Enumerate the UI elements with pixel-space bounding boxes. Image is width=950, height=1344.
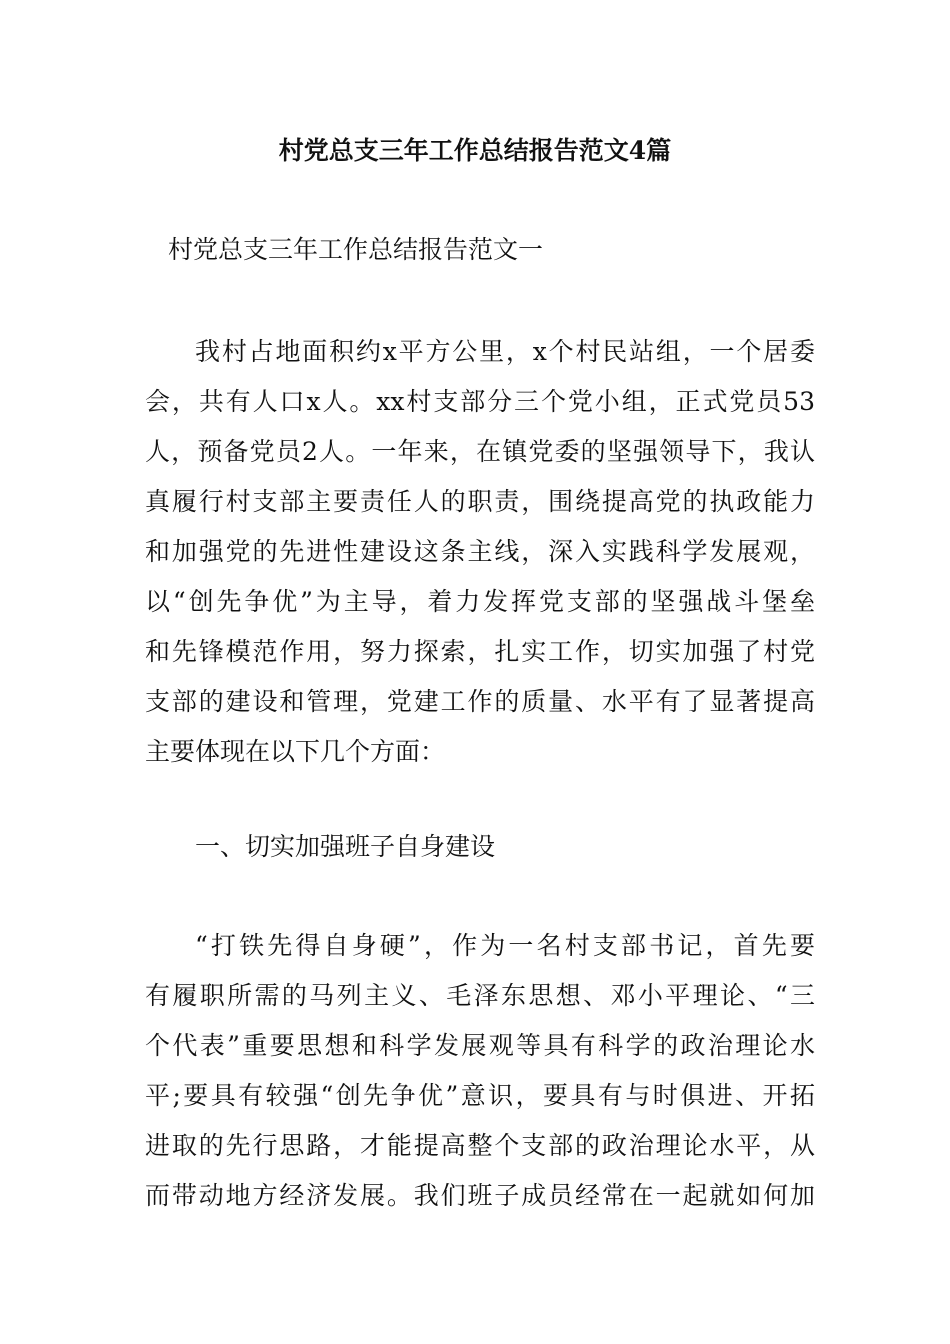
document-title: 村党总支三年工作总结报告范文4篇: [278, 136, 672, 165]
paragraph-line: 和加强党的先进性建设这条主线，深入实践科学发展观，: [145, 537, 815, 566]
paragraph-line: 我村占地面积约x平方公里，x个村民站组，一个居委: [195, 337, 815, 366]
paragraph-line: 有履职所需的马列主义、毛泽东思想、邓小平理论、“三: [145, 981, 815, 1010]
paragraph-intro: [145, 327, 815, 777]
article-subtitle: 村党总支三年工作总结报告范文一: [168, 235, 544, 264]
paragraph-line: 人，预备党员2人。一年来，在镇党委的坚强领导下，我认: [145, 437, 815, 466]
paragraph-line: 真履行村支部主要责任人的职责，围绕提高党的执政能力: [145, 487, 815, 516]
paragraph-line: 进取的先行思路，才能提高整个支部的政治理论水平，从: [145, 1131, 815, 1160]
paragraph-line: 支部的建设和管理，党建工作的质量、水平有了显著提高: [145, 687, 815, 716]
paragraph-line: 平;要具有较强“创先争优”意识，要具有与时俱进、开拓: [145, 1081, 815, 1110]
paragraph-line: 个代表”重要思想和科学发展观等具有科学的政治理论水: [145, 1031, 815, 1060]
paragraph-line: “打铁先得自身硬”，作为一名村支部书记，首先要: [195, 931, 815, 960]
paragraph-line: 和先锋模范作用，努力探索，扎实工作，切实加强了村党: [145, 637, 815, 666]
paragraph-line: 主要体现在以下几个方面：: [145, 737, 446, 766]
paragraph-section1: [145, 921, 815, 1221]
paragraph-line: 会，共有人口x人。xx村支部分三个党小组，正式党员53: [145, 387, 815, 416]
section-heading: 一、切实加强班子自身建设: [195, 832, 496, 861]
paragraph-line: 以“创先争优”为主导，着力发挥党支部的坚强战斗堡垒: [145, 587, 815, 616]
paragraph-line: 而带动地方经济发展。我们班子成员经常在一起就如何加: [145, 1181, 815, 1210]
